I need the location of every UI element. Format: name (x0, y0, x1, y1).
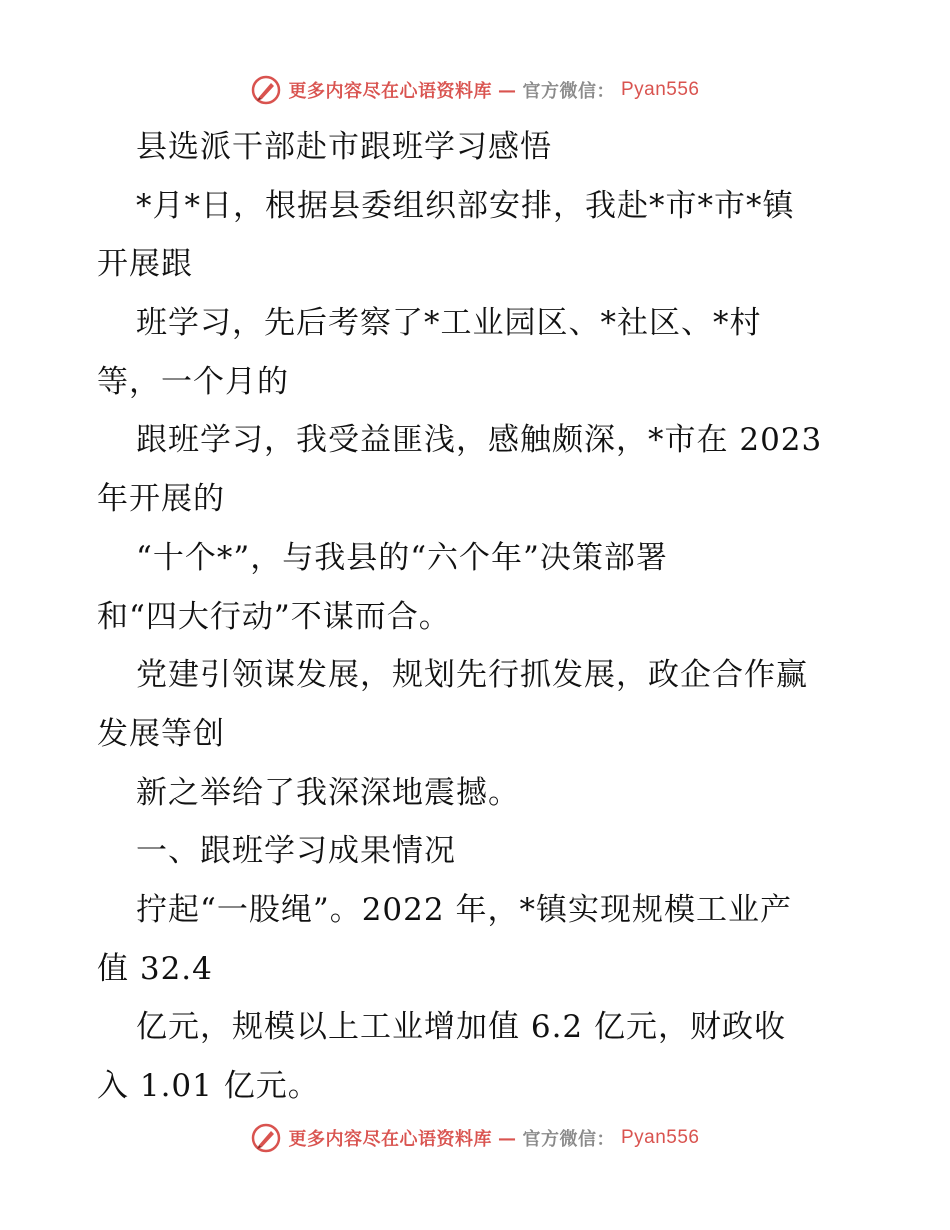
pen-logo-icon (250, 74, 282, 106)
banner-dash: — (497, 1127, 517, 1149)
paragraph-line: 班学习，先后考察了*工业园区、*社区、*村 (136, 305, 762, 342)
paragraph-line: 发展等创 (97, 715, 225, 752)
paragraph-line: *月*日，根据县委组织部安排，我赴*市*市*镇 (136, 187, 795, 224)
banner-wechat-id: Pyan556 (620, 1127, 700, 1148)
paragraph-line: 党建引领谋发展，规划先行抓发展，政企合作赢 (136, 657, 808, 694)
paragraph-line: 入 1.01 亿元。 (97, 1068, 320, 1104)
paragraph-line: 年开展的 (97, 481, 225, 518)
banner-main-text: 更多内容尽在心语资料库 (288, 81, 492, 102)
footer-banner (0, 1118, 950, 1158)
paragraph-line: 开展跟 (97, 246, 193, 283)
banner-main-text: 更多内容尽在心语资料库 (288, 1129, 492, 1150)
paragraph-line: 值 32.4 (97, 950, 213, 987)
paragraph-line: 拧起“一股绳”。2022 年，*镇实现规模工业产 (136, 891, 792, 928)
banner-official-label: 官方微信： (522, 1129, 615, 1150)
banner-dash: — (497, 79, 517, 101)
paragraph-line: 等，一个月的 (97, 363, 289, 400)
document-title: 县选派干部赴市跟班学习感悟 (136, 129, 552, 165)
banner-official-label: 官方微信： (522, 81, 615, 102)
paragraph-line: 新之举给了我深深地震撼。 (136, 774, 520, 811)
paragraph-line: 跟班学习，我受益匪浅，感触颇深，*市在 2023 (136, 422, 823, 459)
banner-wechat-id: Pyan556 (620, 79, 700, 100)
section-heading: 一、跟班学习成果情况 (136, 833, 456, 870)
paragraph-line: 和“四大行动”不谋而合。 (97, 598, 451, 635)
header-banner (0, 70, 950, 110)
paragraph-line: “十个*”，与我县的“六个年”决策部署 (136, 539, 668, 576)
document-body (97, 118, 857, 1116)
pen-logo-icon (250, 1122, 282, 1154)
paragraph-line: 亿元，规模以上工业增加值 6.2 亿元，财政收 (136, 1009, 787, 1046)
